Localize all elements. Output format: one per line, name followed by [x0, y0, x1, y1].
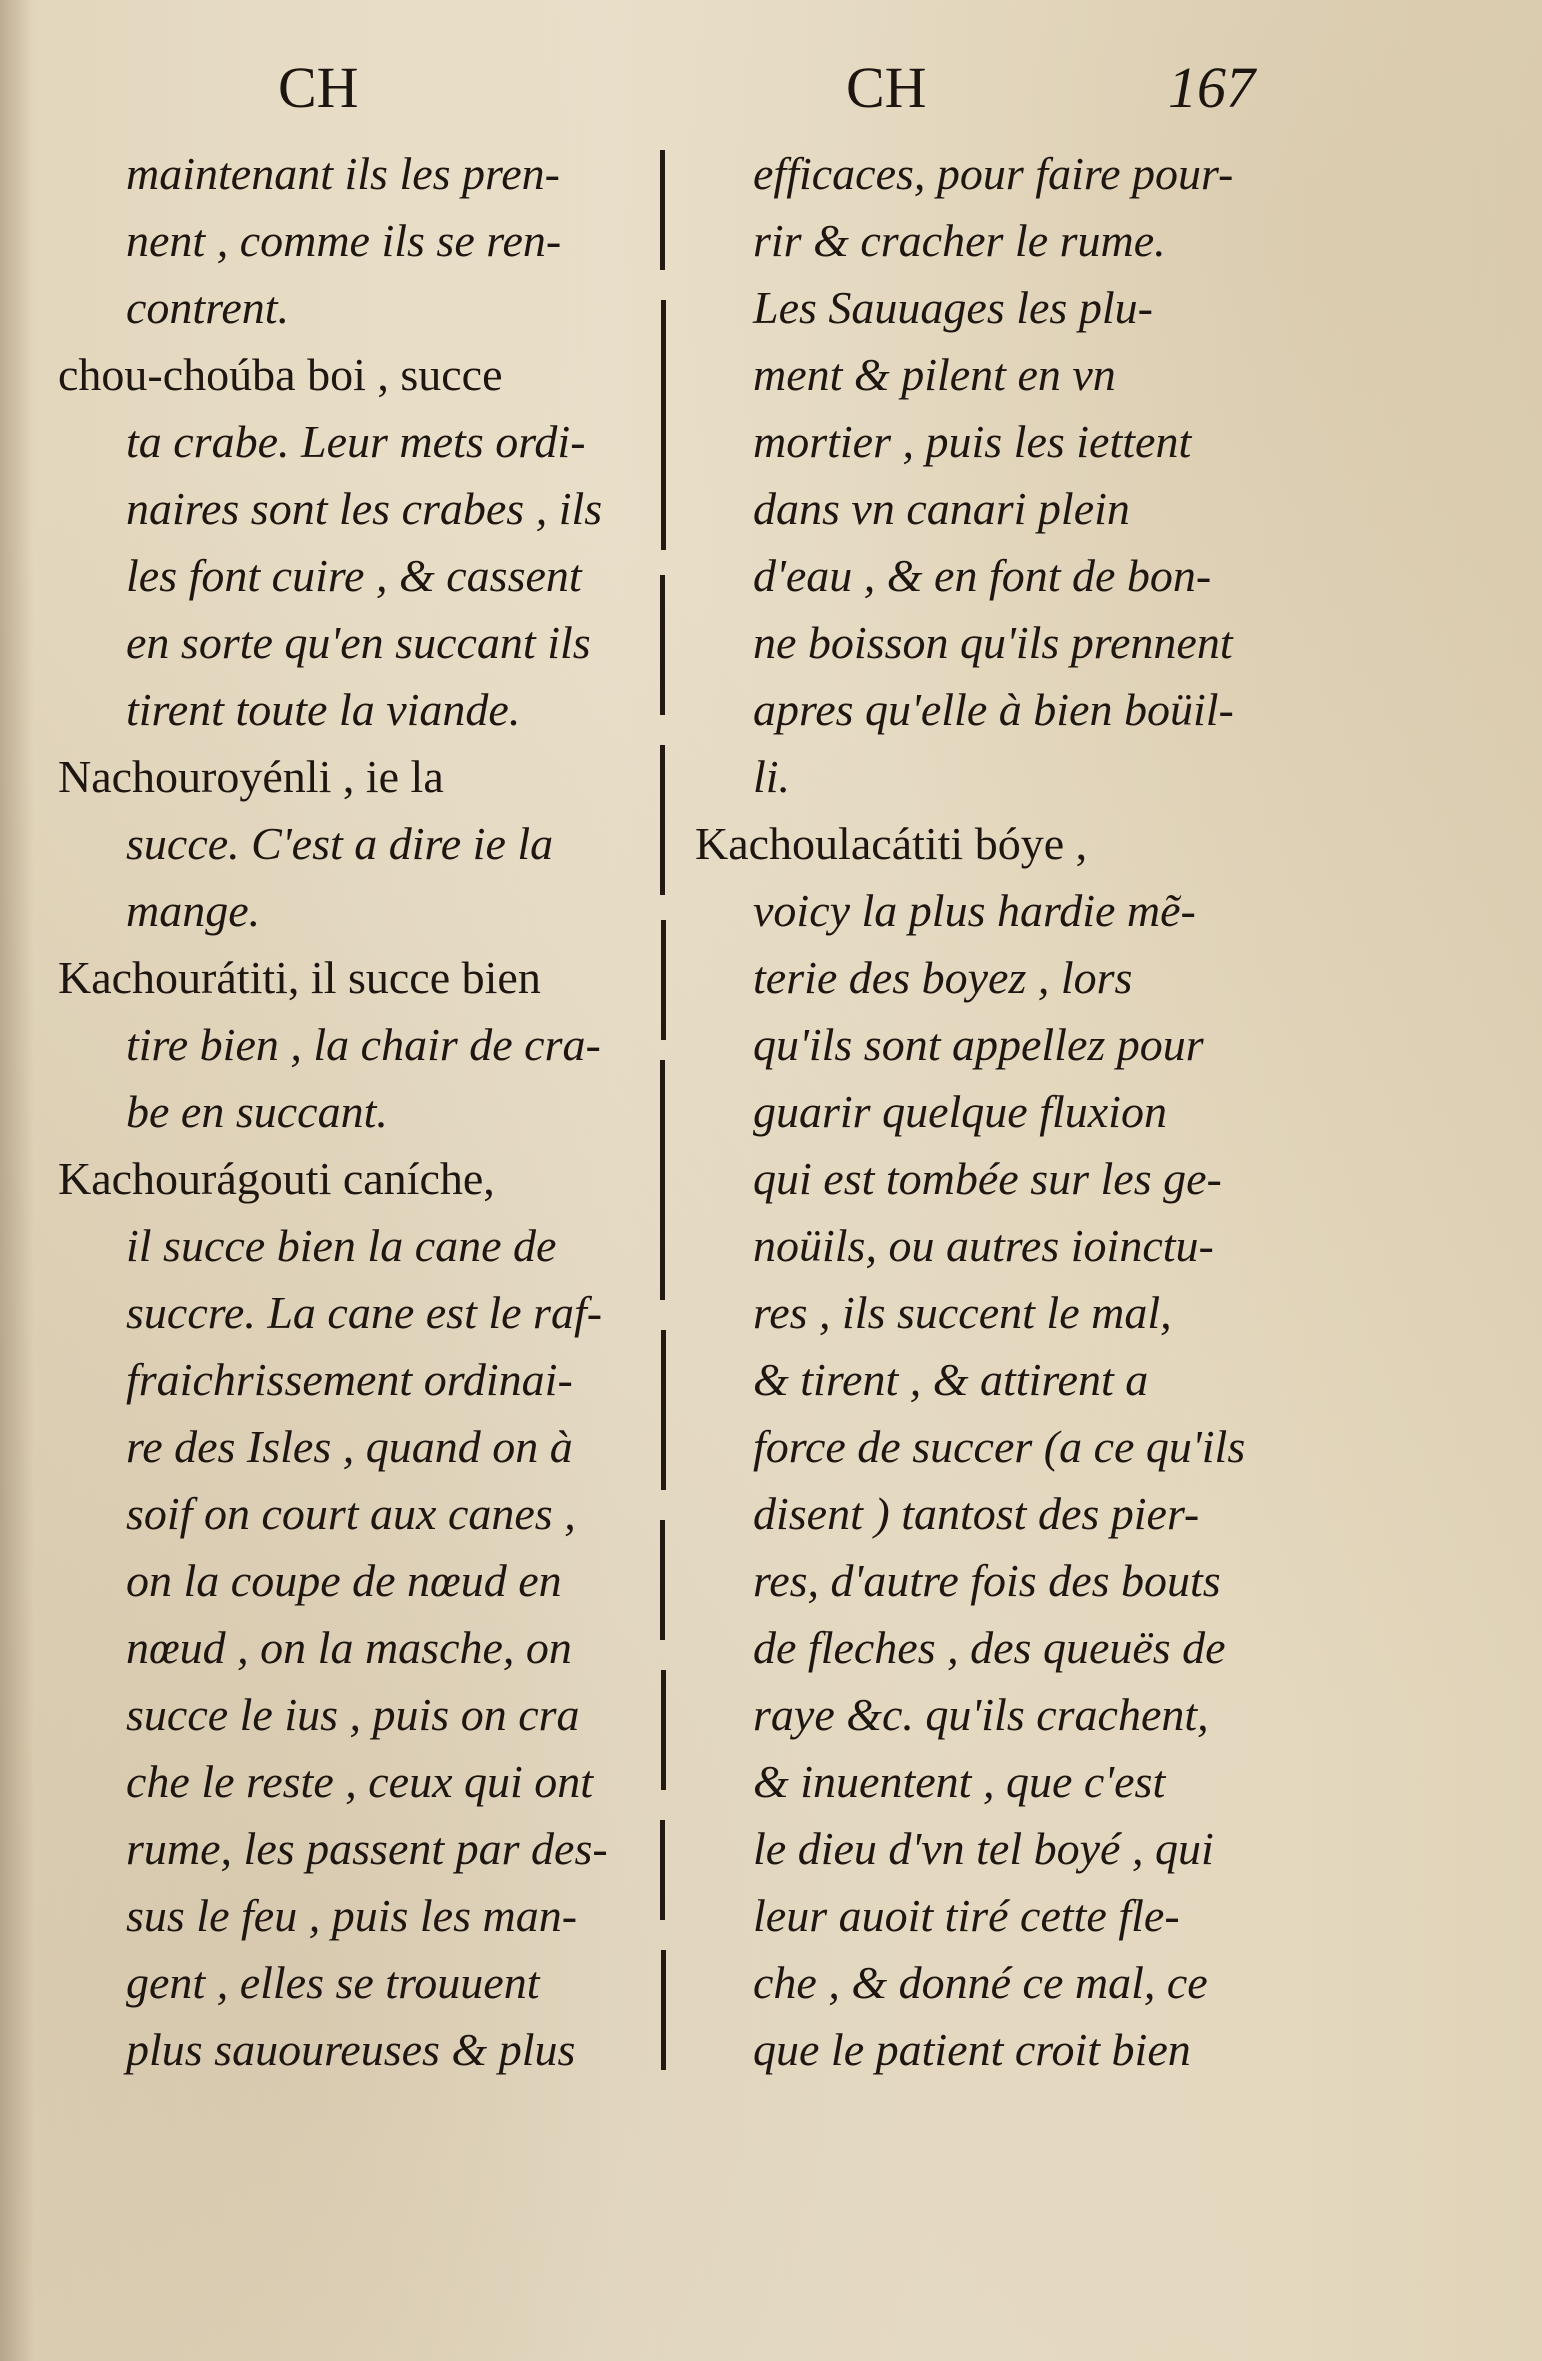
right-column-text-line: res, d'autre fois des bouts	[753, 1555, 1221, 1606]
right-column-text-line: terie des boyez , lors	[753, 952, 1133, 1003]
left-column-text-line: tirent toute la viande.	[126, 684, 521, 735]
left-column-text-line: ta crabe. Leur mets ordi-	[126, 416, 586, 467]
right-running-head: CH	[846, 55, 927, 120]
right-column-text-line: Les Sauuages les plu-	[753, 282, 1153, 333]
right-column-text-line: le dieu d'vn tel boyé , qui	[753, 1823, 1214, 1874]
right-column-text-line: rir & cracher le rume.	[753, 215, 1166, 266]
right-column-text-line: che , & donné ce mal, ce	[753, 1957, 1208, 2008]
right-column-text-line: raye &c. qu'ils crachent,	[753, 1689, 1209, 1740]
left-column-text-line: sus le feu , puis les man-	[126, 1890, 578, 1941]
left-column-text-line: naires sont les crabes , ils	[126, 483, 603, 534]
left-column-entry-headword-line: Nachouroyénli , ie la	[58, 751, 444, 802]
right-column-text-line: voicy la plus hardie mẽ-	[753, 885, 1196, 936]
left-column-text-line: mange.	[126, 885, 261, 936]
right-column-text-line: qu'ils sont appellez pour	[753, 1019, 1204, 1070]
left-column-text-line: maintenant ils les pren-	[126, 148, 560, 199]
left-column-entry-headword-line: Kachourátiti, il succe bien	[58, 952, 541, 1003]
right-column-text-line: disent ) tantost des pier-	[753, 1488, 1200, 1539]
left-column-text-line: soif on court aux canes ,	[126, 1488, 576, 1539]
left-column-text-line: en sorte qu'en succant ils	[126, 617, 591, 668]
right-column-text-line: de fleches , des queuës de	[753, 1622, 1226, 1673]
left-column-entry-headword-line: Kachourágouti caníche,	[58, 1153, 495, 1204]
right-column-text-line: ment & pilent en vn	[753, 349, 1116, 400]
right-column-text-line: li.	[753, 751, 791, 802]
left-column-text-line: plus sauoureuses & plus	[126, 2024, 576, 2075]
left-column-text-line: succe. C'est a dire ie la	[126, 818, 554, 869]
right-column-entry-headword-line: Kachoulacátiti bóye ,	[695, 818, 1088, 869]
left-column-text-line: les font cuire , & cassent	[126, 550, 582, 601]
page-edge-shadow	[0, 0, 34, 2361]
right-column-text-line: & inuentent , que c'est	[753, 1756, 1166, 1807]
page-number: 167	[1168, 55, 1255, 120]
left-column-text-line: il succe bien la cane de	[126, 1220, 557, 1271]
right-column-text-line: que le patient croit bien	[753, 2024, 1191, 2075]
right-column-text-line: qui est tombée sur les ge-	[753, 1153, 1222, 1204]
left-column-text-line: nent , comme ils se ren-	[126, 215, 562, 266]
left-running-head: CH	[278, 55, 359, 120]
left-column	[58, 140, 648, 2083]
left-column-text-line: nœud , on la masche, on	[126, 1622, 572, 1673]
left-column-text-line: che le reste , ceux qui ont	[126, 1756, 594, 1807]
left-column-entry-headword-line: chou-choúba boi , succe	[58, 349, 503, 400]
right-column-text-line: & tirent , & attirent a	[753, 1354, 1149, 1405]
left-column-text-line: tire bien , la chair de cra-	[126, 1019, 601, 1070]
right-column-text-line: mortier , puis les iettent	[753, 416, 1192, 467]
left-column-text-line: fraichrissement ordinai-	[126, 1354, 573, 1405]
right-column-text-line: force de succer (a ce qu'ils	[753, 1421, 1246, 1472]
left-column-text-line: succre. La cane est le raf-	[126, 1287, 603, 1338]
right-column-text-line: noüils, ou autres ioinctu-	[753, 1220, 1214, 1271]
left-column-text-line: succe le ius , puis on cra	[126, 1689, 580, 1740]
right-column-text-line: d'eau , & en font de bon-	[753, 550, 1212, 601]
right-column-text-line: leur auoit tiré cette fle-	[753, 1890, 1180, 1941]
left-column-text-line: rume, les passent par des-	[126, 1823, 608, 1874]
left-column-text-line: on la coupe de nœud en	[126, 1555, 562, 1606]
right-column-text-line: dans vn canari plein	[753, 483, 1130, 534]
left-column-text-line: contrent.	[126, 282, 290, 333]
right-column	[695, 140, 1295, 2083]
right-column-text-line: res , ils succent le mal,	[753, 1287, 1172, 1338]
left-column-text-line: gent , elles se trouuent	[126, 1957, 540, 2008]
right-column-text-line: efficaces, pour faire pour-	[753, 148, 1234, 199]
right-column-text-line: apres qu'elle à bien boüil-	[753, 684, 1234, 735]
left-column-text-line: re des Isles , quand on à	[126, 1421, 573, 1472]
left-column-text-line: be en succant.	[126, 1086, 388, 1137]
right-column-text-line: guarir quelque fluxion	[753, 1086, 1167, 1137]
right-column-text-line: ne boisson qu'ils prennent	[753, 617, 1233, 668]
